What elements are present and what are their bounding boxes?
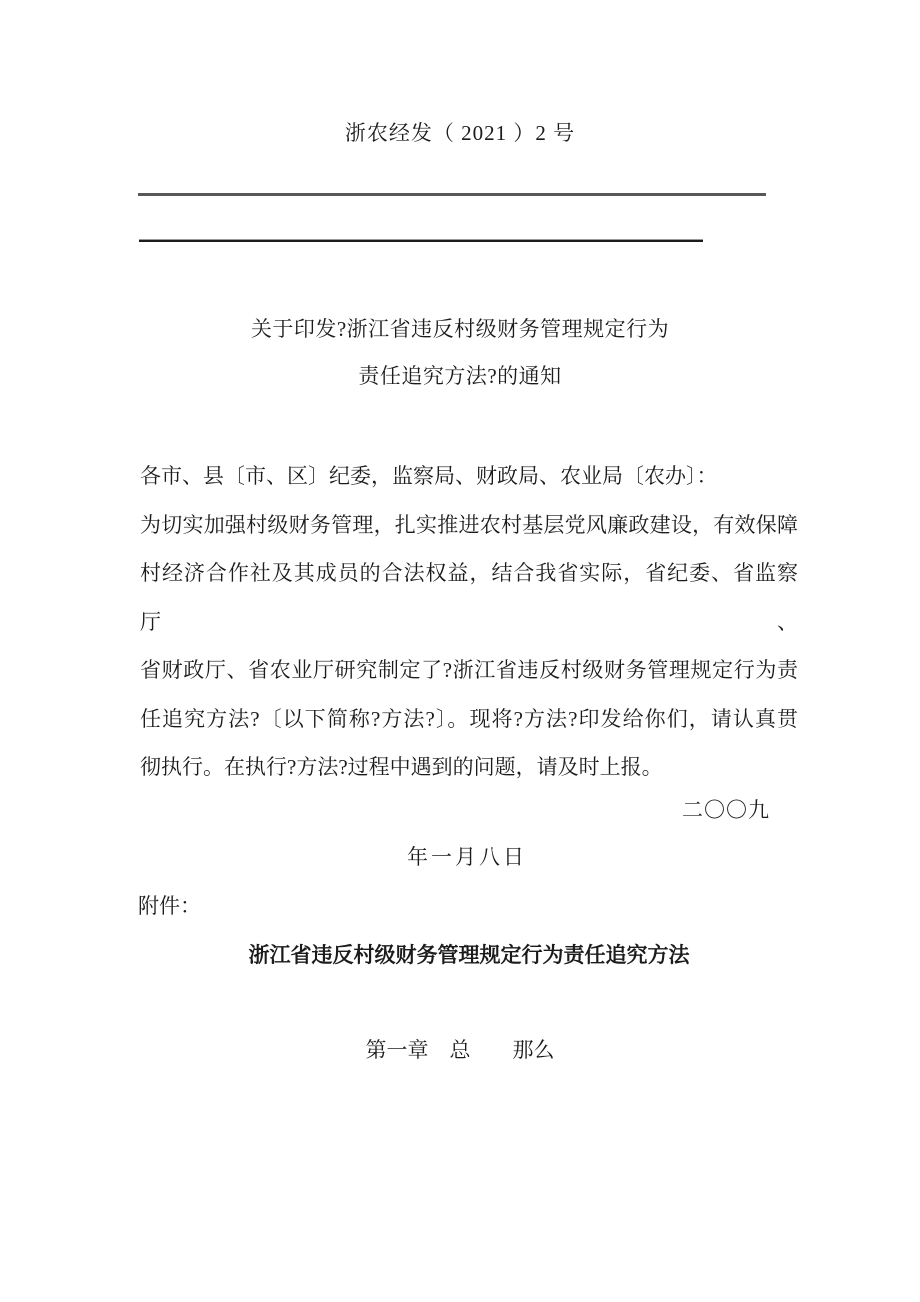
body-line-last: 彻执行。在执行?方法?过程中遇到的问题，请及时上报。 (140, 755, 663, 779)
chapter-heading: 第一章 总 那么 (365, 1038, 555, 1062)
attachment-title: 浙江省违反村级财务管理规定行为责任追究方法 (248, 943, 690, 967)
body-line: 村经济合作社及其成员的合法权益，结合我省实际，省纪委、省监察厅、 (140, 561, 798, 634)
header-divider-bottom (139, 239, 703, 242)
body-line-salutation: 各市、县〔市、区〕纪委，监察局、财政局、农业局〔农办〕： (140, 464, 718, 488)
date-month-day: 年一月八日 (407, 845, 527, 869)
body-line: 为切实加强村级财务管理，扎实推进农村基层党风廉政建设，有效保障 (140, 512, 798, 537)
body-paragraph (140, 452, 798, 792)
document-title-line2: 责任追究方法?的通知 (358, 364, 562, 388)
date-year: 二〇〇九 (682, 798, 770, 822)
document-title (0, 306, 920, 400)
body-line: 省财政厅、省农业厅研究制定了?浙江省违反村级财务管理规定行为责 (140, 658, 798, 682)
attachment-label: 附件： (138, 894, 201, 918)
header-divider-top (138, 193, 766, 196)
doc-number: 浙农经发（ 2021 ）2 号 (344, 121, 576, 145)
body-line: 任追究方法?〔以下简称?方法?〕。现将?方法?印发给你们，请认真贯 (140, 706, 798, 731)
document-title-line1: 关于印发?浙江省违反村级财务管理规定行为 (250, 317, 670, 341)
